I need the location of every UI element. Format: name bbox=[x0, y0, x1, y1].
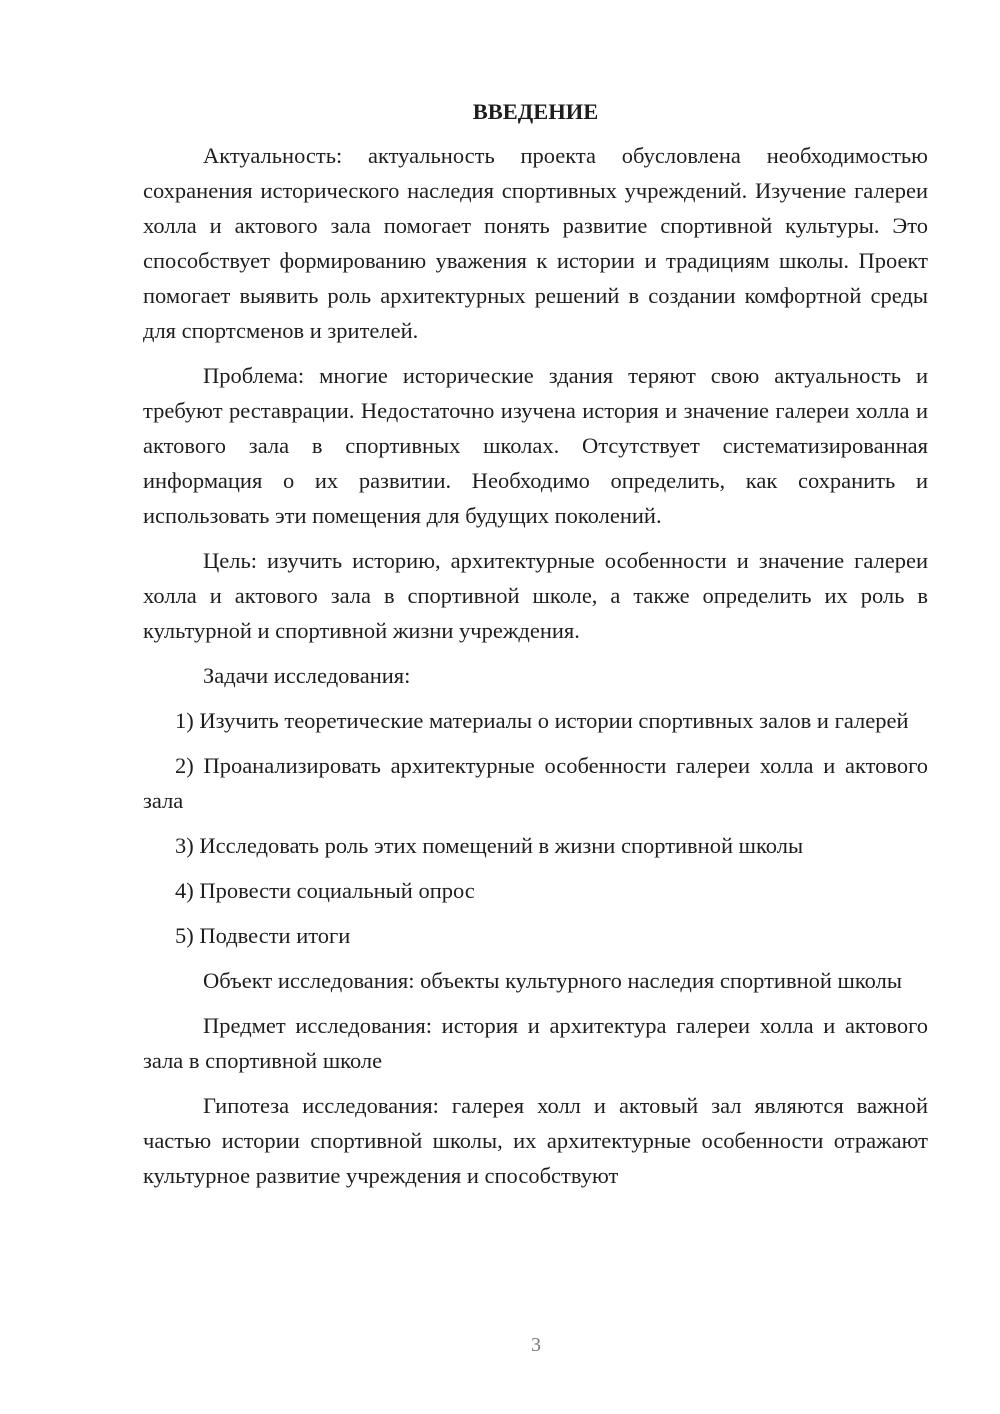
document-page bbox=[143, 96, 928, 1193]
task-item-2: 2) Проанализировать архитектурные особенности галереи холла и актового зала bbox=[143, 753, 928, 813]
task-item-3: 3) Исследовать роль этих помещений в жизни спортивной школы bbox=[175, 833, 804, 858]
task-item-1: 1) Изучить теоретические материалы о истории спортивных залов и галерей bbox=[175, 708, 909, 733]
task-item-5: 5) Подвести итоги bbox=[175, 923, 351, 948]
section-title: ВВЕДЕНИЕ bbox=[472, 99, 599, 124]
object-paragraph: Объект исследования: объекты культурного наследия спортивной школы bbox=[203, 968, 902, 993]
hypothesis-paragraph: Гипотеза исследования: галерея холл и актовый зал являются важной частью истории спортивной школы, их архитектурные особенности отражают культурное развитие учреждения и способствуют bbox=[143, 1093, 928, 1188]
tasks-heading: Задачи исследования: bbox=[203, 663, 411, 688]
relevance-paragraph: Актуальность: актуальность проекта обусловлена необходимостью сохранения исторического наследия спортивных учреждений. Изучение галереи холла и актового зала помогает понять развитие спортивной культуры. Это способствует формированию уважения к истории и традициям школы. Проект помогает выявить роль архитектурных решений в создании комфортной среды для спортсменов и зрителей. bbox=[143, 143, 928, 343]
task-item-4: 4) Провести социальный опрос bbox=[175, 878, 475, 903]
page-number: 3 bbox=[531, 1334, 541, 1356]
problem-paragraph: Проблема: многие исторические здания теряют свою актуальность и требуют реставрации. Недостаточно изучена история и значение галереи холла и актового зала в спортивных школах. Отсутствует систематизированная информация о их развитии. Необходимо определить, как сохранить и использовать эти помещения для будущих поколений. bbox=[143, 363, 928, 528]
goal-paragraph: Цель: изучить историю, архитектурные особенности и значение галереи холла и актового зала в спортивной школе, а также определить их роль в культурной и спортивной жизни учреждения. bbox=[143, 548, 928, 643]
subject-paragraph: Предмет исследования: история и архитектура галереи холла и актового зала в спортивной школе bbox=[143, 1013, 928, 1073]
